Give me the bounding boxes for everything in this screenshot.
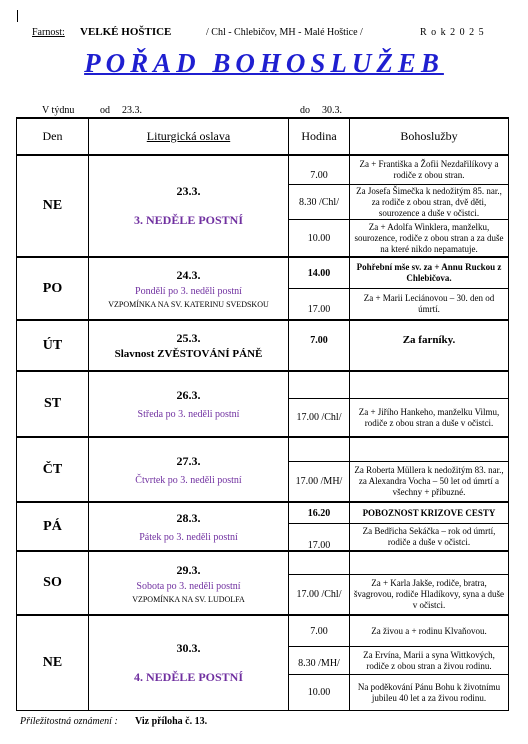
celebration-name: Sobota po 3. neděli postní (136, 580, 241, 592)
celebration-cell (89, 616, 288, 710)
column-header-celebration: Liturgická oslava (146, 129, 231, 143)
date: 24.3. (176, 268, 201, 282)
service-intention: Za živou a + rodinu Klvaňovou. (371, 625, 487, 636)
week-to-label: do (300, 105, 310, 116)
day-label: SO (43, 575, 62, 590)
date: 27.3. (176, 453, 201, 468)
service-intention: Za farníky. (402, 333, 456, 346)
service-time: 17.00 /MH/ (295, 476, 343, 487)
celebration-name: Středa po 3. neděli postní (137, 409, 240, 420)
date: 30.3. (176, 641, 201, 655)
celebration-name: Pondělí po 3. neděli postní (135, 286, 242, 297)
week-from-label: od (100, 105, 110, 116)
service-time: 7.00 (310, 625, 328, 637)
filiations: / Chl - Chlebičov, MH - Malé Hoštice / (206, 27, 363, 38)
service-intention: Za + Karla Jakše, rodiče, bratra, švagrovou, rodiče Hladíkovy, syna a duše v očistci. (353, 578, 505, 610)
service-intention: POBOZNOST KRIZOVE CESTY (362, 507, 496, 518)
service-time: 17.00 /Chl/ (296, 589, 342, 600)
week-from: 23.3. (122, 105, 142, 116)
footer-text: Viz příloha č. 13. (135, 716, 208, 727)
date: 25.3. (176, 331, 201, 345)
day-label: ÚT (42, 337, 63, 353)
celebration-name: Pátek po 3. neděli postní (139, 531, 238, 543)
service-intention: Za Roberta Müllera k nedožitým 83. nar., za Alexandra Vocha – 50 let od úmrtí a všechny + příbuzné. (354, 465, 504, 497)
service-intention: Za Josefa Šimečka k nedožitým 85. nar., za rodiče z obou stran, dvě děti, sourozence a duše v očistci. (356, 185, 502, 218)
column-header-hour: Hodina (301, 129, 337, 143)
celebration-name: Slavnost ZVĚSTOVÁNÍ PÁNĚ (114, 348, 263, 360)
service-time: 8.30 /MH/ (298, 658, 340, 669)
service-time: 10.00 (307, 232, 331, 244)
week-to: 30.3. (322, 105, 342, 116)
day-label: NE (42, 655, 63, 670)
celebration-cell (89, 552, 288, 614)
service-time: 14.00 (307, 267, 331, 279)
day-label: ST (43, 396, 62, 411)
corner-mark (17, 10, 18, 22)
service-intention: Za Ervína, Marii a syna Wittkových, rodiče z obou stran a živou rodinu. (363, 649, 495, 671)
service-intention: Za + Adolfa Winklera, manželku, sourozence, rodiče z obou stran a za duše na které nikdo nepamatuje. (354, 221, 504, 254)
day-label: PÁ (43, 518, 62, 534)
week-label: V týdnu (42, 105, 75, 116)
service-time: 17.00 (307, 303, 331, 315)
service-intention: Za Bedřicha Sekáčka – rok od úmrtí, rodiče a duše v očistci. (362, 526, 496, 547)
service-time: 10.00 (307, 687, 331, 698)
footer-label: Příležitostná oznámení : (20, 716, 118, 727)
page-title: POŘAD BOHOSLUŽEB (84, 48, 444, 78)
service-intention: Pohřební mše sv. za + Annu Ruckou z Chlebičova. (356, 262, 502, 283)
date: 29.3. (176, 562, 201, 577)
service-time: 7.00 (310, 334, 328, 346)
day-label: NE (42, 198, 63, 213)
date: 28.3. (176, 510, 201, 525)
service-intention: Na poděkování Pánu Bohu k životnímu jubileu 40 let a za živou rodinu. (357, 681, 501, 703)
service-time: 7.00 (310, 169, 328, 181)
celebration-note: VZPOMÍNKA NA SV. KATERINU SVEDSKOU (108, 300, 269, 309)
service-time: 17.00 /Chl/ (296, 412, 342, 423)
parish-name: VELKÉ HOŠTICE (80, 26, 172, 38)
column-header-day: Den (42, 129, 63, 143)
service-time: 16.20 (307, 507, 331, 519)
celebration-cell (89, 503, 288, 550)
service-intention: Za + Marii Leciánovou – 30. den od úmrtí. (363, 293, 495, 314)
service-time: 8.30 /Chl/ (298, 196, 339, 208)
celebration-name: 3. NEDĚLE POSTNÍ (133, 213, 244, 227)
celebration-cell (89, 156, 288, 256)
parish-label: Farnost: (32, 27, 65, 38)
celebration-note: VZPOMÍNKA NA SV. LUDOLFA (132, 594, 245, 604)
celebration-cell (89, 258, 288, 319)
celebration-cell (89, 438, 288, 501)
year: R o k 2 0 2 5 (420, 27, 485, 38)
celebration-cell (89, 372, 288, 436)
service-intention: Za + Františka a Žofii Nezdařilíkovy a rodiče z obou stran. (359, 159, 499, 180)
celebration-name: 4. NEDĚLE POSTNÍ (133, 670, 244, 684)
day-label: PO (42, 280, 63, 296)
service-intention: Za + Jiřího Hankeho, manželku Vilmu, rodiče z obou stran a duše v očistci. (358, 406, 500, 428)
day-label: ČT (42, 461, 63, 477)
service-time: 17.00 (307, 539, 331, 551)
celebration-cell (89, 321, 288, 370)
column-header-services: Bohoslužby (400, 129, 458, 143)
date: 26.3. (176, 388, 201, 402)
date: 23.3. (176, 184, 201, 198)
celebration-name: Čtvrtek po 3. neděli postní (135, 474, 242, 486)
